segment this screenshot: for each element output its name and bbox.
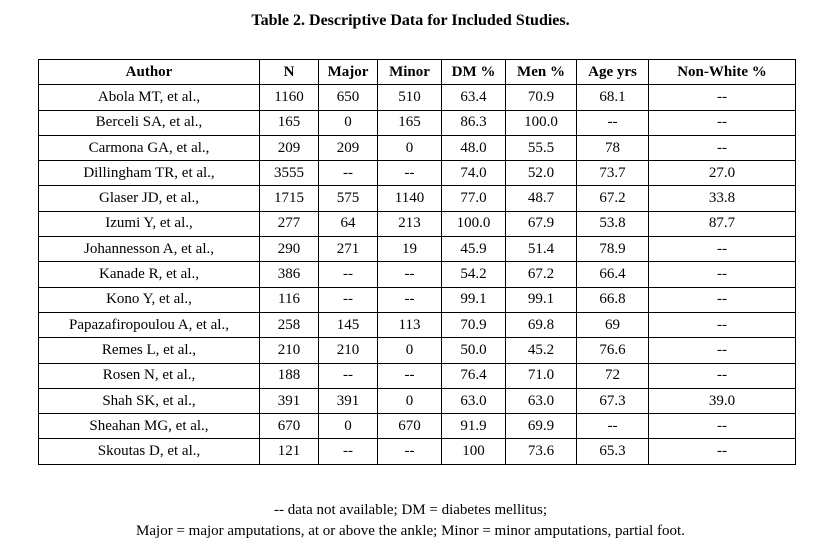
cell-age-years: 76.6 [577, 338, 649, 363]
cell-dm-percent: 63.4 [442, 85, 506, 110]
cell-n: 1160 [260, 85, 319, 110]
table-row [39, 135, 796, 160]
cell-dm-percent: 86.3 [442, 110, 506, 135]
cell-non-white-percent: -- [649, 414, 796, 439]
cell-n: 210 [260, 338, 319, 363]
cell-age-years: 78 [577, 135, 649, 160]
cell-non-white-percent: 87.7 [649, 211, 796, 236]
cell-dm-percent: 50.0 [442, 338, 506, 363]
cell-age-years: 73.7 [577, 161, 649, 186]
table-row [39, 186, 796, 211]
cell-age-years: 68.1 [577, 85, 649, 110]
cell-non-white-percent: -- [649, 287, 796, 312]
cell-age-years: 72 [577, 363, 649, 388]
cell-n: 121 [260, 439, 319, 464]
cell-major: 271 [319, 237, 378, 262]
cell-non-white-percent: -- [649, 439, 796, 464]
cell-non-white-percent: -- [649, 110, 796, 135]
cell-minor: 1140 [378, 186, 442, 211]
cell-dm-percent: 54.2 [442, 262, 506, 287]
table-row [39, 388, 796, 413]
cell-major: 64 [319, 211, 378, 236]
cell-age-years: 66.4 [577, 262, 649, 287]
cell-major: 650 [319, 85, 378, 110]
table-row [39, 85, 796, 110]
cell-non-white-percent: -- [649, 262, 796, 287]
footnote-amputation-definitions: Major = major amputations, at or above the ankle; Minor = minor amputations, partial foot. [136, 523, 685, 539]
cell-minor: 113 [378, 312, 442, 337]
cell-dm-percent: 74.0 [442, 161, 506, 186]
cell-minor: 0 [378, 388, 442, 413]
cell-minor: 0 [378, 338, 442, 363]
cell-dm-percent: 70.9 [442, 312, 506, 337]
cell-non-white-percent: -- [649, 85, 796, 110]
cell-author: Skoutas D, et al., [39, 439, 260, 464]
cell-major: -- [319, 161, 378, 186]
cell-men-percent: 71.0 [506, 363, 577, 388]
cell-dm-percent: 45.9 [442, 237, 506, 262]
cell-major: -- [319, 439, 378, 464]
cell-non-white-percent: -- [649, 135, 796, 160]
cell-dm-percent: 100.0 [442, 211, 506, 236]
cell-dm-percent: 100 [442, 439, 506, 464]
table-row [39, 363, 796, 388]
cell-men-percent: 70.9 [506, 85, 577, 110]
cell-men-percent: 69.8 [506, 312, 577, 337]
cell-men-percent: 55.5 [506, 135, 577, 160]
cell-minor: -- [378, 161, 442, 186]
cell-n: 277 [260, 211, 319, 236]
cell-author: Abola MT, et al., [39, 85, 260, 110]
cell-dm-percent: 76.4 [442, 363, 506, 388]
cell-n: 165 [260, 110, 319, 135]
cell-age-years: 53.8 [577, 211, 649, 236]
cell-age-years: 65.3 [577, 439, 649, 464]
column-header-author: Author [39, 60, 260, 85]
cell-n: 116 [260, 287, 319, 312]
cell-n: 670 [260, 414, 319, 439]
cell-non-white-percent: -- [649, 338, 796, 363]
column-header-major: Major [319, 60, 378, 85]
cell-minor: -- [378, 287, 442, 312]
cell-minor: 0 [378, 135, 442, 160]
cell-men-percent: 48.7 [506, 186, 577, 211]
cell-major: -- [319, 287, 378, 312]
cell-non-white-percent: 27.0 [649, 161, 796, 186]
cell-minor: 213 [378, 211, 442, 236]
table-title: Table 2. Descriptive Data for Included Studies. [251, 12, 570, 29]
cell-major: 209 [319, 135, 378, 160]
cell-major: 391 [319, 388, 378, 413]
cell-n: 209 [260, 135, 319, 160]
cell-minor: 510 [378, 85, 442, 110]
column-header-non-white-percent: Non-White % [649, 60, 796, 85]
cell-dm-percent: 99.1 [442, 287, 506, 312]
cell-men-percent: 67.2 [506, 262, 577, 287]
cell-men-percent: 100.0 [506, 110, 577, 135]
cell-n: 258 [260, 312, 319, 337]
cell-n: 1715 [260, 186, 319, 211]
cell-author: Berceli SA, et al., [39, 110, 260, 135]
cell-men-percent: 63.0 [506, 388, 577, 413]
cell-major: 145 [319, 312, 378, 337]
column-header-dm-percent: DM % [442, 60, 506, 85]
column-header-minor: Minor [378, 60, 442, 85]
cell-minor: -- [378, 262, 442, 287]
cell-n: 391 [260, 388, 319, 413]
cell-n: 290 [260, 237, 319, 262]
table-row [39, 161, 796, 186]
cell-major: 210 [319, 338, 378, 363]
cell-minor: 165 [378, 110, 442, 135]
cell-age-years: 67.3 [577, 388, 649, 413]
cell-age-years: 69 [577, 312, 649, 337]
cell-non-white-percent: -- [649, 363, 796, 388]
column-header-men-percent: Men % [506, 60, 577, 85]
cell-author: Carmona GA, et al., [39, 135, 260, 160]
table-body [39, 85, 796, 464]
cell-minor: 19 [378, 237, 442, 262]
cell-men-percent: 52.0 [506, 161, 577, 186]
cell-author: Kono Y, et al., [39, 287, 260, 312]
table-row [39, 312, 796, 337]
cell-author: Shah SK, et al., [39, 388, 260, 413]
column-header-age-years: Age yrs [577, 60, 649, 85]
cell-n: 188 [260, 363, 319, 388]
cell-men-percent: 73.6 [506, 439, 577, 464]
cell-men-percent: 45.2 [506, 338, 577, 363]
cell-author: Kanade R, et al., [39, 262, 260, 287]
footnote-availability: -- data not available; DM = diabetes mellitus; [274, 502, 547, 518]
cell-age-years: -- [577, 414, 649, 439]
cell-minor: -- [378, 363, 442, 388]
table-row [39, 211, 796, 236]
cell-author: Papazafiropoulou A, et al., [39, 312, 260, 337]
cell-men-percent: 51.4 [506, 237, 577, 262]
cell-major: 0 [319, 414, 378, 439]
cell-age-years: 78.9 [577, 237, 649, 262]
cell-age-years: -- [577, 110, 649, 135]
cell-non-white-percent: -- [649, 312, 796, 337]
cell-age-years: 66.8 [577, 287, 649, 312]
cell-author: Sheahan MG, et al., [39, 414, 260, 439]
cell-author: Dillingham TR, et al., [39, 161, 260, 186]
cell-dm-percent: 48.0 [442, 135, 506, 160]
cell-dm-percent: 77.0 [442, 186, 506, 211]
table-row [39, 262, 796, 287]
table-header-row [39, 60, 796, 85]
cell-major: -- [319, 262, 378, 287]
table-row [39, 439, 796, 464]
cell-major: 575 [319, 186, 378, 211]
cell-author: Izumi Y, et al., [39, 211, 260, 236]
cell-author: Glaser JD, et al., [39, 186, 260, 211]
cell-minor: 670 [378, 414, 442, 439]
cell-non-white-percent: -- [649, 237, 796, 262]
cell-author: Johannesson A, et al., [39, 237, 260, 262]
cell-minor: -- [378, 439, 442, 464]
cell-author: Remes L, et al., [39, 338, 260, 363]
table-row [39, 287, 796, 312]
descriptive-data-table [38, 59, 796, 465]
cell-non-white-percent: 39.0 [649, 388, 796, 413]
table-row [39, 338, 796, 363]
cell-men-percent: 99.1 [506, 287, 577, 312]
cell-non-white-percent: 33.8 [649, 186, 796, 211]
cell-author: Rosen N, et al., [39, 363, 260, 388]
column-header-n: N [260, 60, 319, 85]
cell-men-percent: 69.9 [506, 414, 577, 439]
table-row [39, 237, 796, 262]
cell-age-years: 67.2 [577, 186, 649, 211]
cell-major: 0 [319, 110, 378, 135]
cell-dm-percent: 63.0 [442, 388, 506, 413]
cell-dm-percent: 91.9 [442, 414, 506, 439]
cell-n: 386 [260, 262, 319, 287]
cell-major: -- [319, 363, 378, 388]
table-row [39, 414, 796, 439]
cell-men-percent: 67.9 [506, 211, 577, 236]
table-row [39, 110, 796, 135]
cell-n: 3555 [260, 161, 319, 186]
